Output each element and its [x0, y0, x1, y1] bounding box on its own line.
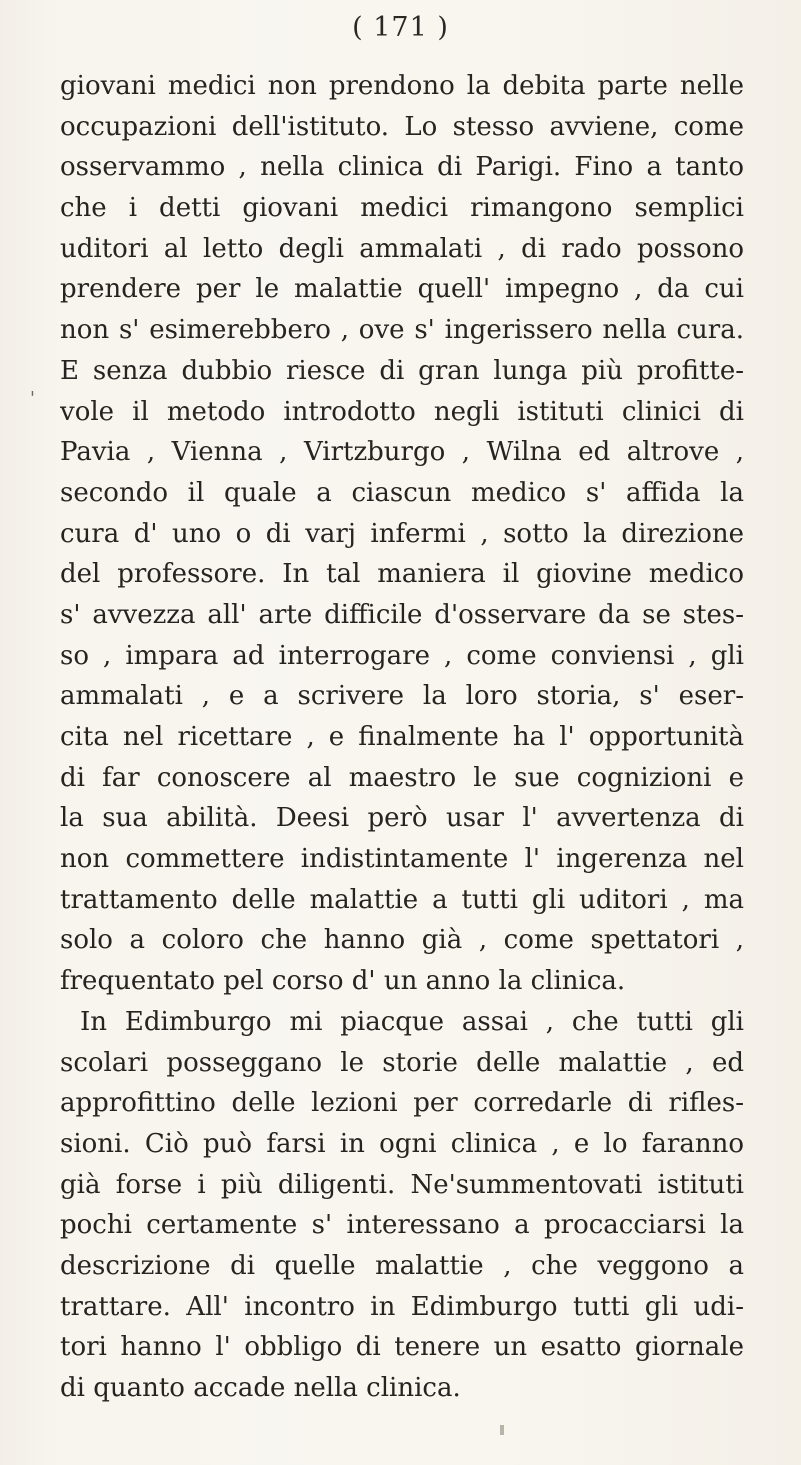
text-line: sioni. Ciò può farsi in ogni clinica , e lo faranno	[60, 1128, 744, 1159]
page-number: ( 171 )	[352, 12, 449, 43]
text-line: la sua abilità. Deesi però usar l' avvertenza di	[60, 803, 744, 834]
text-line: non s' esimerebbero , ove s' ingerissero nella cura.	[60, 315, 744, 346]
text-line: vole il metodo introdotto negli istituti clinici di	[60, 396, 744, 427]
text-line: di quanto accade nella clinica.	[60, 1373, 461, 1403]
text-line: approfittino delle lezioni per corredarle di rifles-	[60, 1088, 744, 1119]
paper-speck	[500, 1425, 504, 1435]
text-line: scolari posseggano le storie delle malattie , ed	[60, 1047, 744, 1078]
text-line: non commettere indistintamente l' ingerenza nel	[60, 844, 744, 875]
text-line: cita nel ricettare , e finalmente ha l' opportunità	[60, 722, 744, 752]
margin-mark: '	[30, 388, 35, 409]
text-line: che i detti giovani medici rimangono semplici	[60, 193, 744, 224]
text-line: Pavia , Vienna , Virtzburgo , Wilna ed altrove ,	[60, 437, 744, 468]
text-line: descrizione di quelle malattie , che veggono a	[60, 1250, 744, 1281]
text-line: trattamento delle malattie a tutti gli uditori , ma	[60, 884, 744, 915]
text-line: frequentato pel corso d' un anno la clinica.	[60, 966, 626, 997]
text-line: già forse i più diligenti. Ne'summentovati istituti	[60, 1169, 744, 1200]
text-line: tori hanno l' obbligo di tenere un esatto giornale	[60, 1332, 744, 1363]
text-line: trattare. All' incontro in Edimburgo tutti gli udi-	[60, 1291, 744, 1322]
text-line: cura d' uno o di varj infermi , sotto la direzione	[60, 518, 744, 549]
text-line: occupazioni dell'istituto. Lo stesso avviene, come	[60, 111, 744, 142]
text-line: giovani medici non prendono la debita parte nelle	[60, 71, 744, 101]
text-line: del professore. In tal maniera il giovine medico	[60, 559, 744, 590]
text-line: di far conoscere al maestro le sue cognizioni e	[60, 762, 744, 793]
text-line: prendere per le malattie quell' impegno , da cui	[60, 274, 744, 305]
text-line: ammalati , e a scrivere la loro storia, s' eser-	[60, 681, 744, 712]
text-line: s' avvezza all' arte difficile d'osservare da se stes-	[60, 599, 744, 630]
text-line: pochi certamente s' interessano a procacciarsi la	[60, 1210, 744, 1241]
text-line: secondo il quale a ciascun medico s' affida la	[60, 477, 744, 508]
text-line: E senza dubbio riesce di gran lunga più profitte-	[60, 355, 744, 386]
paragraph-start-line: In Edimburgo mi piacque assai , che tutti gli	[80, 1006, 744, 1037]
text-line: so , impara ad interrogare , come conviensi , gli	[60, 640, 744, 671]
text-line: osservammo , nella clinica di Parigi. Fino a tanto	[60, 152, 744, 183]
text-line: solo a coloro che hanno già , come spettatori ,	[60, 925, 744, 956]
body-text	[60, 66, 744, 1409]
text-line: uditori al letto degli ammalati , di rado possono	[60, 233, 744, 264]
